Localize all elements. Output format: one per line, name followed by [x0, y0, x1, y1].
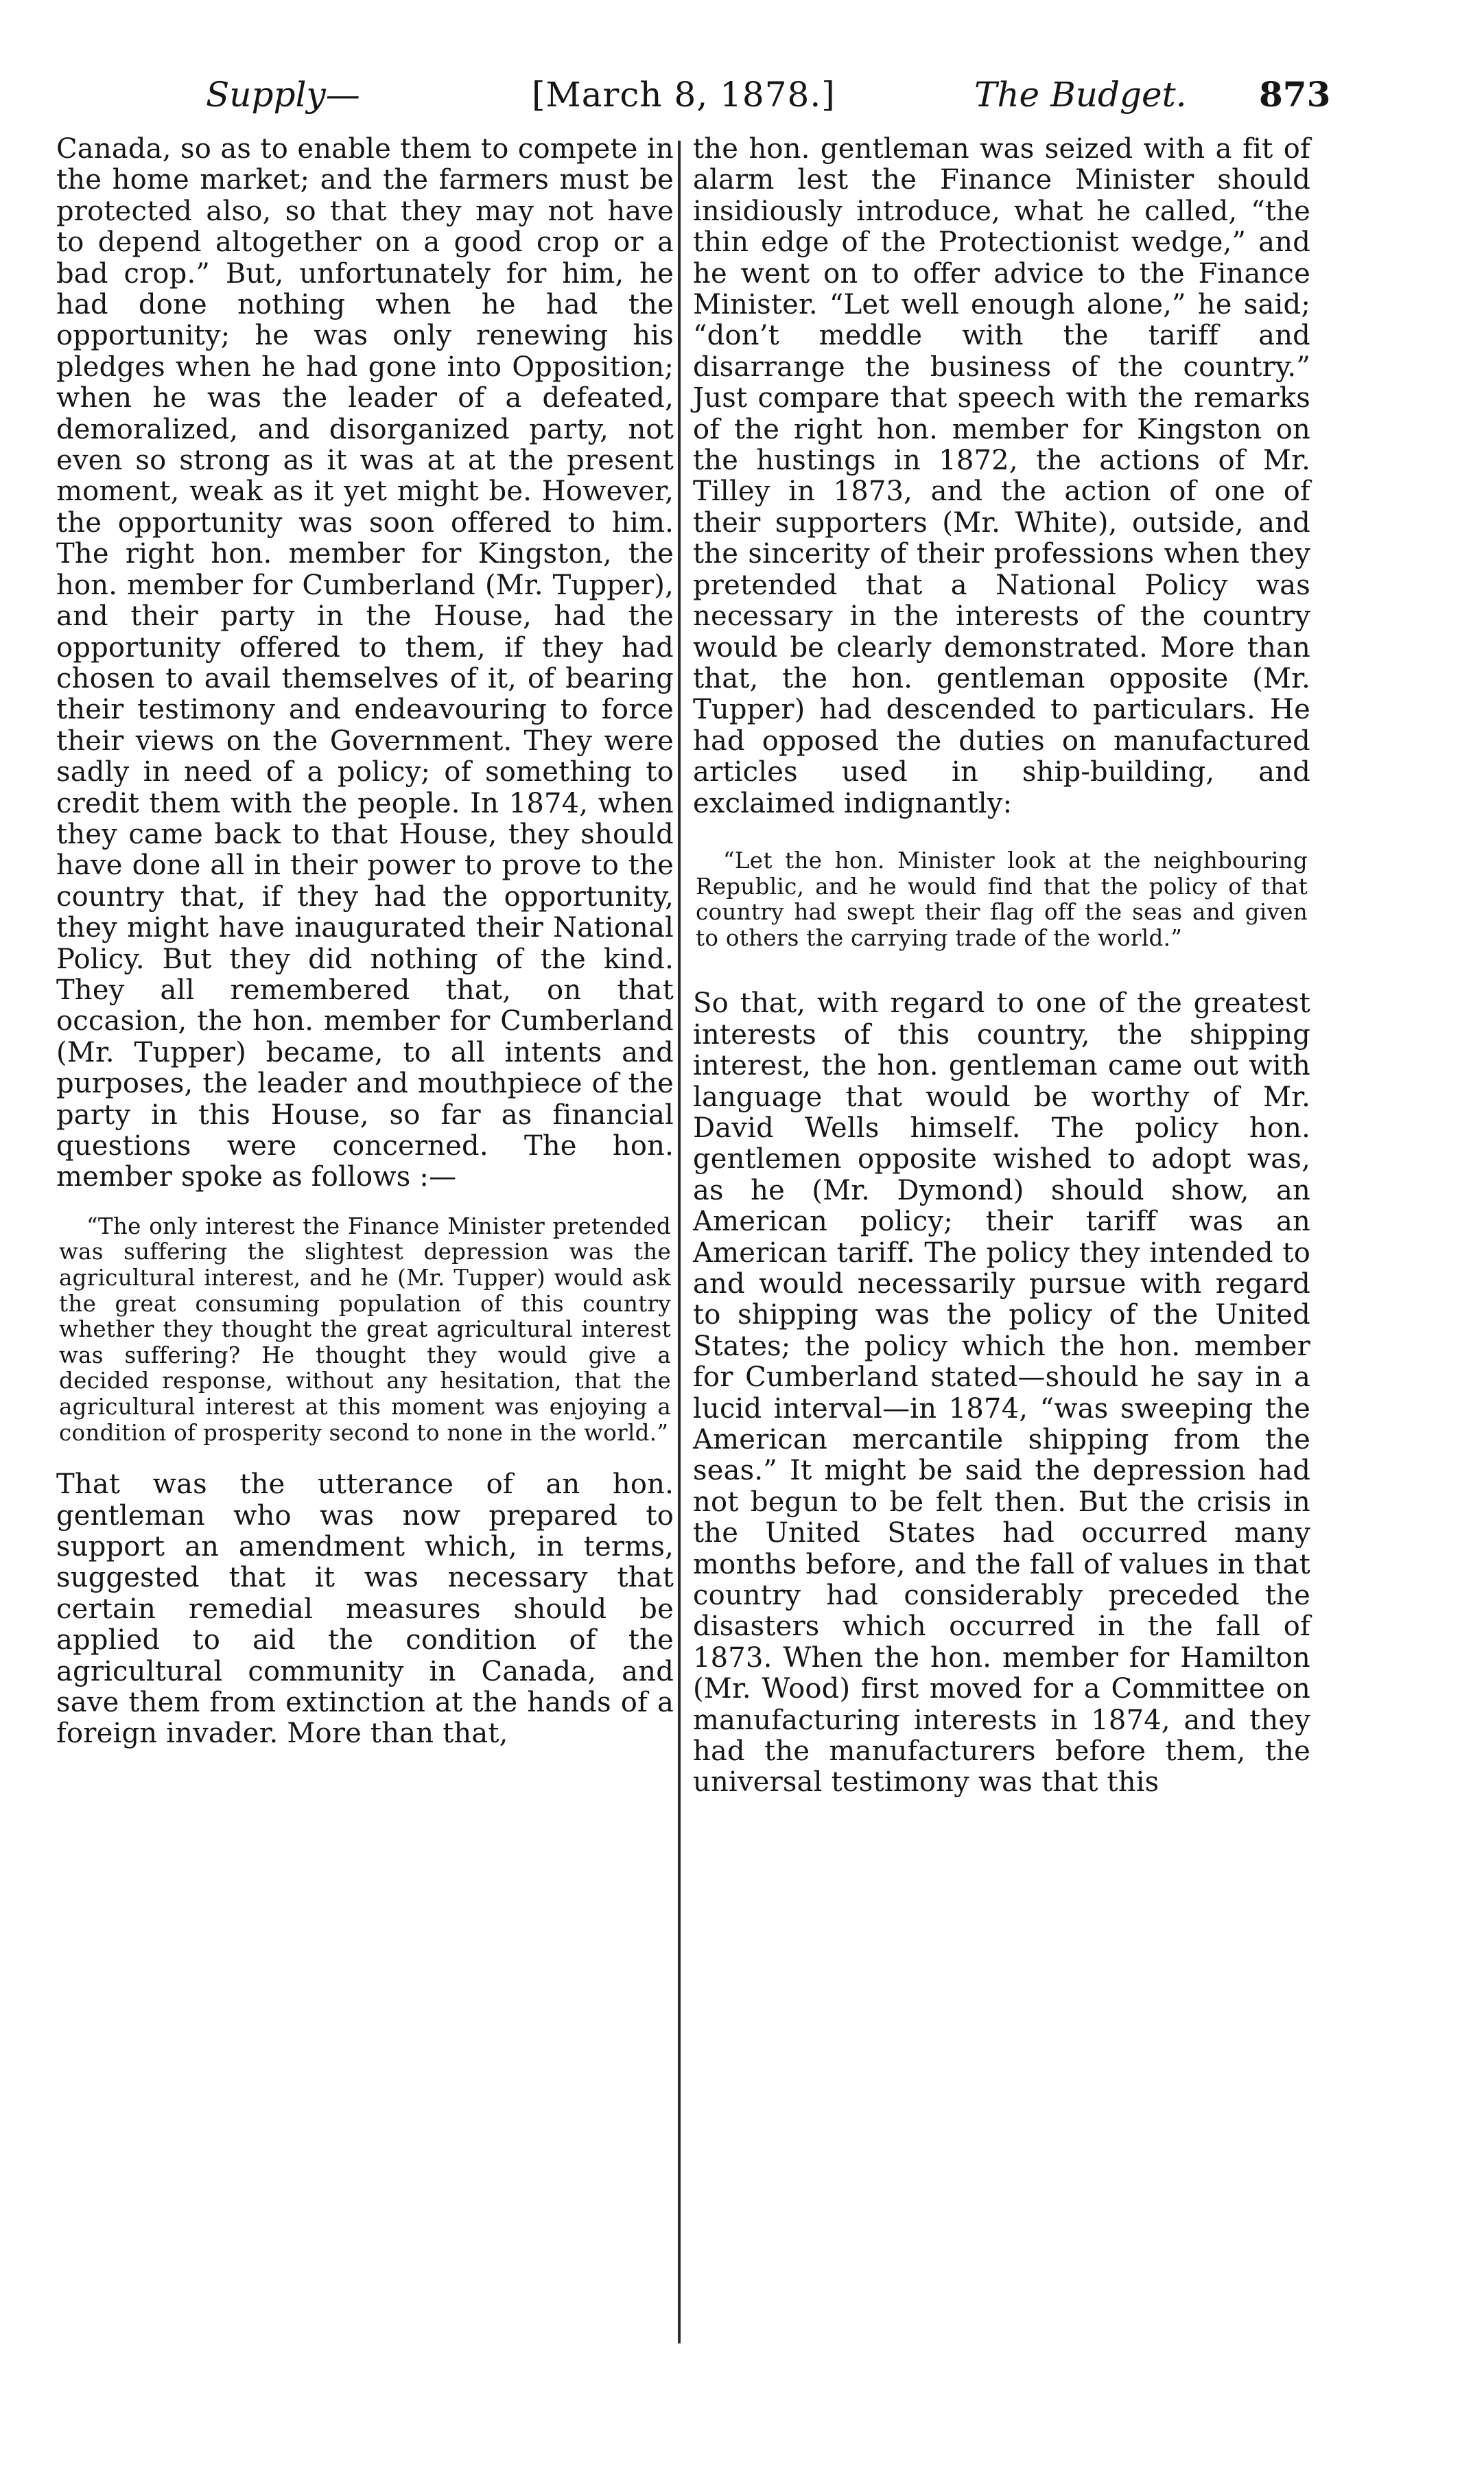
- left-block-quote: “The only interest the Finance Minister pretended was suffering the slightest depression was the agricultural interest, and he (Mr. Tupper) would ask the great consuming population of this country whether they thought the great agricultural interest was suffering? He thought they would give a decided response, without any hesitation, that the agricultural interest at this moment was enjoying a condition of prosperity second to none in the world.”: [59, 1213, 671, 1446]
- left-paragraph-1: Canada, so as to enable them to compete in the home market; and the farmers must be protected also, so that they may not have to depend altogether on a good crop or a bad crop.” But, unfortunately for him, he had done nothing when he had the opportunity; he was only renewing his pledges when he had gone into Opposition; when he was the leader of a defeated, demoralized, and disorganized party, not even so strong as it was at at the present moment, weak as it yet might be. However, the opportunity was soon offered to him. The right hon. member for Kingston, the hon. member for Cumberland (Mr. Tupper), and their party in the House, had the opportunity offered to them, if they had chosen to avail themselves of it, of bearing their testimony and endeavouring to force their views on the Government. They were sadly in need of a policy; of something to credit them with the people. In 1874, when they came back to that House, they should have done all in their power to prove to the country that, if they had the opportunity, they might have inaugurated their National Policy. But they did nothing of the kind. They all remembered that, on that occasion, the hon. member for Cumberland (Mr. Tupper) became, to all intents and purposes, the leader and mouthpiece of the party in this House, so far as financial questions were concerned. The hon. member spoke as follows :—: [56, 133, 674, 1193]
- right-paragraph-1: the hon. gentleman was seized with a fit of alarm lest the Finance Minister should insidiously introduce, what he called, “the thin edge of the Protectionist wedge,” and he went on to offer advice to the Finance Minister. “Let well enough alone,” he said; “don’t meddle with the tariff and disarrange the business of the country.” Just compare that speech with the remarks of the right hon. member for Kingston on the hustings in 1872, the actions of Mr. Tilley in 1873, and the action of one of their supporters (Mr. White), outside, and the sincerity of their professions when they pretended that a National Policy was necessary in the interests of the country would be clearly demonstrated. More than that, the hon. gentleman opposite (Mr. Tupper) had descended to particulars. He had opposed the duties on manufactured articles used in ship-building, and exclaimed indignantly:: [693, 133, 1310, 819]
- column-divider: [678, 141, 681, 2343]
- header-topic: The Budget.: [974, 75, 1187, 115]
- page-number: 873: [1259, 74, 1331, 115]
- right-block-quote: “Let the hon. Minister look at the neighbouring Republic, and he would find that the policy of that country had swept their flag off the seas and given to others the carrying trade of the world.”: [696, 847, 1308, 951]
- right-paragraph-2: So that, with regard to one of the greatest interests of this country, the shipping interest, the hon. gentleman came out with language that would be worthy of Mr. David Wells himself. The policy hon. gentlemen opposite wished to adopt was, as he (Mr. Dymond) should show, an American policy; their tariff was an American tariff. The policy they intended to and would necessarily pursue with regard to shipping was the policy of the United States; the policy which the hon. member for Cumberland stated—should he say in a lucid interval—in 1874, “was sweeping the American mercantile shipping from the seas.” It might be said the depression had not begun to be felt then. But the crisis in the United States had occurred many months before, and the fall of values in that country had considerably preceded the disasters which occurred in the fall of 1873. When the hon. member for Hamilton (Mr. Wood) first moved for a Committee on manufacturing interests in 1874, and they had the manufacturers before them, the universal testimony was that this: [693, 987, 1310, 1799]
- left-column: [56, 134, 674, 1750]
- right-column: [693, 134, 1310, 1799]
- header-section-title: Supply—: [206, 75, 360, 115]
- left-paragraph-2: That was the utterance of an hon. gentleman who was now prepared to support an amendment which, in terms, suggested that it was necessary that certain remedial measures should be applied to aid the condition of the agricultural community in Canada, and save them from extinction at the hands of a foreign invader. More than that,: [56, 1469, 674, 1750]
- running-header: [0, 0, 1484, 137]
- header-date: [March 8, 1878.]: [532, 75, 836, 115]
